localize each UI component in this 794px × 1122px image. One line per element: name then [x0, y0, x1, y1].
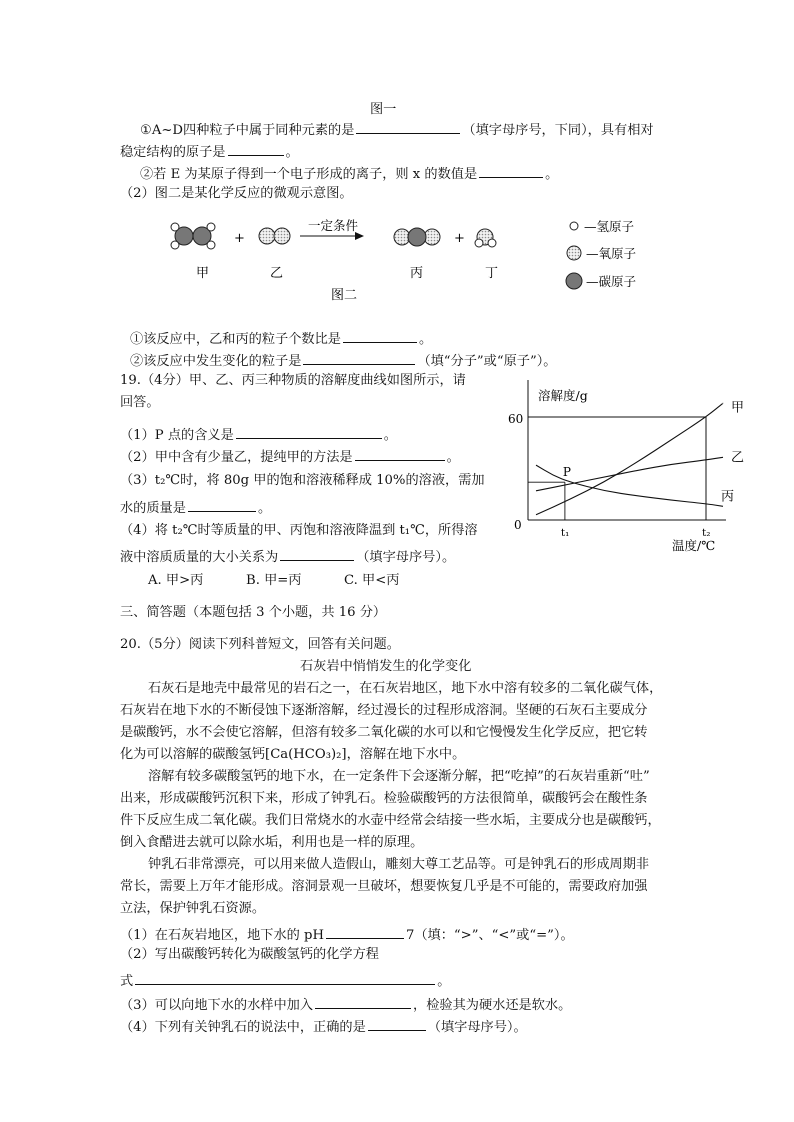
- para3-line3: 立法，保护钟乳石资源。: [120, 901, 266, 916]
- q19-line2: 回答。: [120, 395, 160, 410]
- x-tick-t2: t₂: [702, 527, 711, 539]
- x-axis-label: 温度/℃: [672, 538, 716, 553]
- solubility-chart: [500, 372, 745, 558]
- q19-s3-line1: （3）t₂℃时，将 80g 甲的饱和溶液稀释成 10%的溶液，需加: [120, 473, 485, 488]
- q18-2-line1: ①该反应中，乙和丙的粒子个数比是 。: [130, 328, 432, 349]
- x-tick-t1: t₁: [560, 527, 570, 539]
- q19-option-c: C. 甲<丙: [344, 573, 400, 588]
- label-ding: 丁: [485, 266, 499, 281]
- answer-blank[interactable]: [368, 1016, 426, 1031]
- y-tick-60: 60: [508, 412, 524, 426]
- q20-s4: （4）下列有关钟乳石的说法中，正确的是 （填字母序号）。: [120, 1016, 527, 1037]
- figure-1-caption: 图一: [370, 102, 397, 117]
- molecule-jia: [171, 223, 215, 249]
- q20-s3: （3）可以向地下水的水样中加入 ，检验其为硬水还是软水。: [120, 994, 571, 1015]
- q18-1-line3: ②若 E 为某原子得到一个电子形成的离子，则 x 的数值是 。: [140, 163, 558, 184]
- legend-hydrogen-icon: [570, 222, 578, 230]
- answer-blank[interactable]: [135, 970, 435, 985]
- arrow-head: [355, 232, 364, 240]
- molecule-ding: [475, 229, 496, 247]
- series-label-yi: 乙: [731, 450, 745, 466]
- answer-blank[interactable]: [188, 497, 256, 512]
- para1-line4: 化为可以溶解的碳酸氢钙[Ca(HCO₃)₂]，溶解在地下水中。: [120, 747, 466, 762]
- para1-line1: 石灰石是地壳中最常见的岩石之一，在石灰岩地区，地下水中溶有较多的二氧化碳气体，: [148, 681, 663, 696]
- label-jia: 甲: [196, 266, 210, 281]
- reaction-diagram: [160, 212, 660, 312]
- para1-line2: 石灰岩在地下水的不断侵蚀下逐渐溶解，经过漫长的过程形成溶洞。坚硬的石灰石主要成分: [120, 703, 648, 718]
- legend-carbon-icon: [566, 273, 582, 289]
- answer-blank[interactable]: [280, 546, 354, 561]
- article-title: 石灰岩中悄悄发生的化学变化: [300, 659, 472, 674]
- answer-blank[interactable]: [303, 350, 415, 365]
- label-bing: 丙: [410, 266, 424, 281]
- para3-line2: 常长，需要上万年才能形成。溶洞景观一旦破坏，想要恢复几乎是不可能的，需要政府加强: [120, 879, 648, 894]
- legend-carbon: —碳原子: [586, 274, 637, 289]
- answer-blank[interactable]: [315, 994, 411, 1009]
- molecule-yi: [259, 228, 290, 244]
- q19-option-b: B. 甲=丙: [246, 573, 302, 588]
- answer-blank[interactable]: [355, 446, 445, 461]
- answer-blank[interactable]: [228, 141, 284, 156]
- reaction-condition: 一定条件: [308, 218, 359, 233]
- curve-jia: [536, 403, 723, 515]
- y-axis-label: 溶解度/g: [538, 388, 588, 403]
- q18-2-line2: ②该反应中发生变化的粒子是 （填“分子”或“原子”）。: [130, 350, 557, 371]
- legend-oxygen-icon: [567, 246, 581, 260]
- q18-2-intro: （2）图二是某化学反应的微观示意图。: [120, 186, 353, 201]
- para3-line1: 钟乳石非常漂亮，可以用来做人造假山，雕刻大尊工艺品等。可是钟乳石的形成周期非: [148, 857, 650, 872]
- q20-s2-line2: 式 。: [120, 970, 450, 991]
- section-3-heading: 三、简答题（本题包括 3 个小题，共 16 分）: [120, 605, 387, 620]
- q19-line1: 19.（4分）甲、乙、丙三种物质的溶解度曲线如图所示，请: [120, 373, 466, 388]
- plus-sign: +: [454, 231, 465, 246]
- q19-option-a: A. 甲>丙: [148, 573, 204, 588]
- series-label-jia: 甲: [731, 400, 745, 416]
- label-yi: 乙: [270, 266, 284, 281]
- molecule-bing: [394, 228, 440, 246]
- legend: [566, 219, 636, 289]
- q19-s2: （2）甲中含有少量乙，提纯甲的方法是 。: [120, 446, 460, 467]
- q19-s4-line1: （4）将 t₂℃时等质量的甲、丙饱和溶液降温到 t₁℃，所得溶: [120, 523, 478, 538]
- para2-line3: 件下反应生成二氧化碳。我们日常烧水的水壶中经常会结接一些水垢，主要成分也是碳酸钙，: [120, 813, 661, 828]
- q20-intro: 20.（5分）阅读下列科普短文，回答有关问题。: [120, 637, 400, 652]
- para2-line2: 出来，形成碳酸钙沉积下来，形成了钟乳石。检验碳酸钙的方法很简单，碳酸钙会在酸性条: [120, 791, 648, 806]
- q18-1-line1: ①A~D四种粒子中属于同种元素的是 （填字母序号，下同），具有相对: [140, 119, 654, 140]
- y-tick-0: 0: [514, 518, 522, 532]
- q20-s1: （1）在石灰岩地区，地下水的 pH 7（填：“>”、“<”或“=”）。: [120, 924, 574, 945]
- q19-s3-line2: 水的质量是 。: [120, 497, 271, 518]
- figure-2-caption: 图二: [331, 288, 358, 303]
- answer-blank[interactable]: [343, 328, 417, 343]
- para1-line3: 是碳酸钙，水不会使它溶解，但溶有较多二氧化碳的水可以和它慢慢发生化学反应，把它转: [120, 725, 648, 740]
- q19-s1: （1）P 点的含义是 。: [120, 424, 397, 445]
- point-p-label: P: [562, 465, 571, 480]
- q18-1-line2: 稳定结构的原子是 。: [120, 141, 299, 162]
- legend-hydrogen: —氢原子: [584, 219, 635, 234]
- q20-s2-line1: （2）写出碳酸钙转化为碳酸氢钙的化学方程: [120, 947, 379, 962]
- q19-s4-line2: 液中溶质质量的大小关系为 （填字母序号）。: [120, 546, 455, 567]
- para2-line4: 倒入食醋进去就可以除水垢，利用也是一样的原理。: [120, 835, 424, 850]
- answer-blank[interactable]: [236, 424, 382, 439]
- answer-blank[interactable]: [326, 924, 404, 939]
- answer-blank[interactable]: [356, 119, 460, 134]
- plus-sign: +: [234, 231, 245, 246]
- para2-line1: 溶解有较多碳酸氢钙的地下水，在一定条件下会逐渐分解，把“吃掉”的石灰岩重新“吐”: [148, 769, 650, 784]
- answer-blank[interactable]: [479, 163, 543, 178]
- legend-oxygen: —氧原子: [586, 246, 637, 261]
- series-label-bing: 丙: [721, 489, 735, 505]
